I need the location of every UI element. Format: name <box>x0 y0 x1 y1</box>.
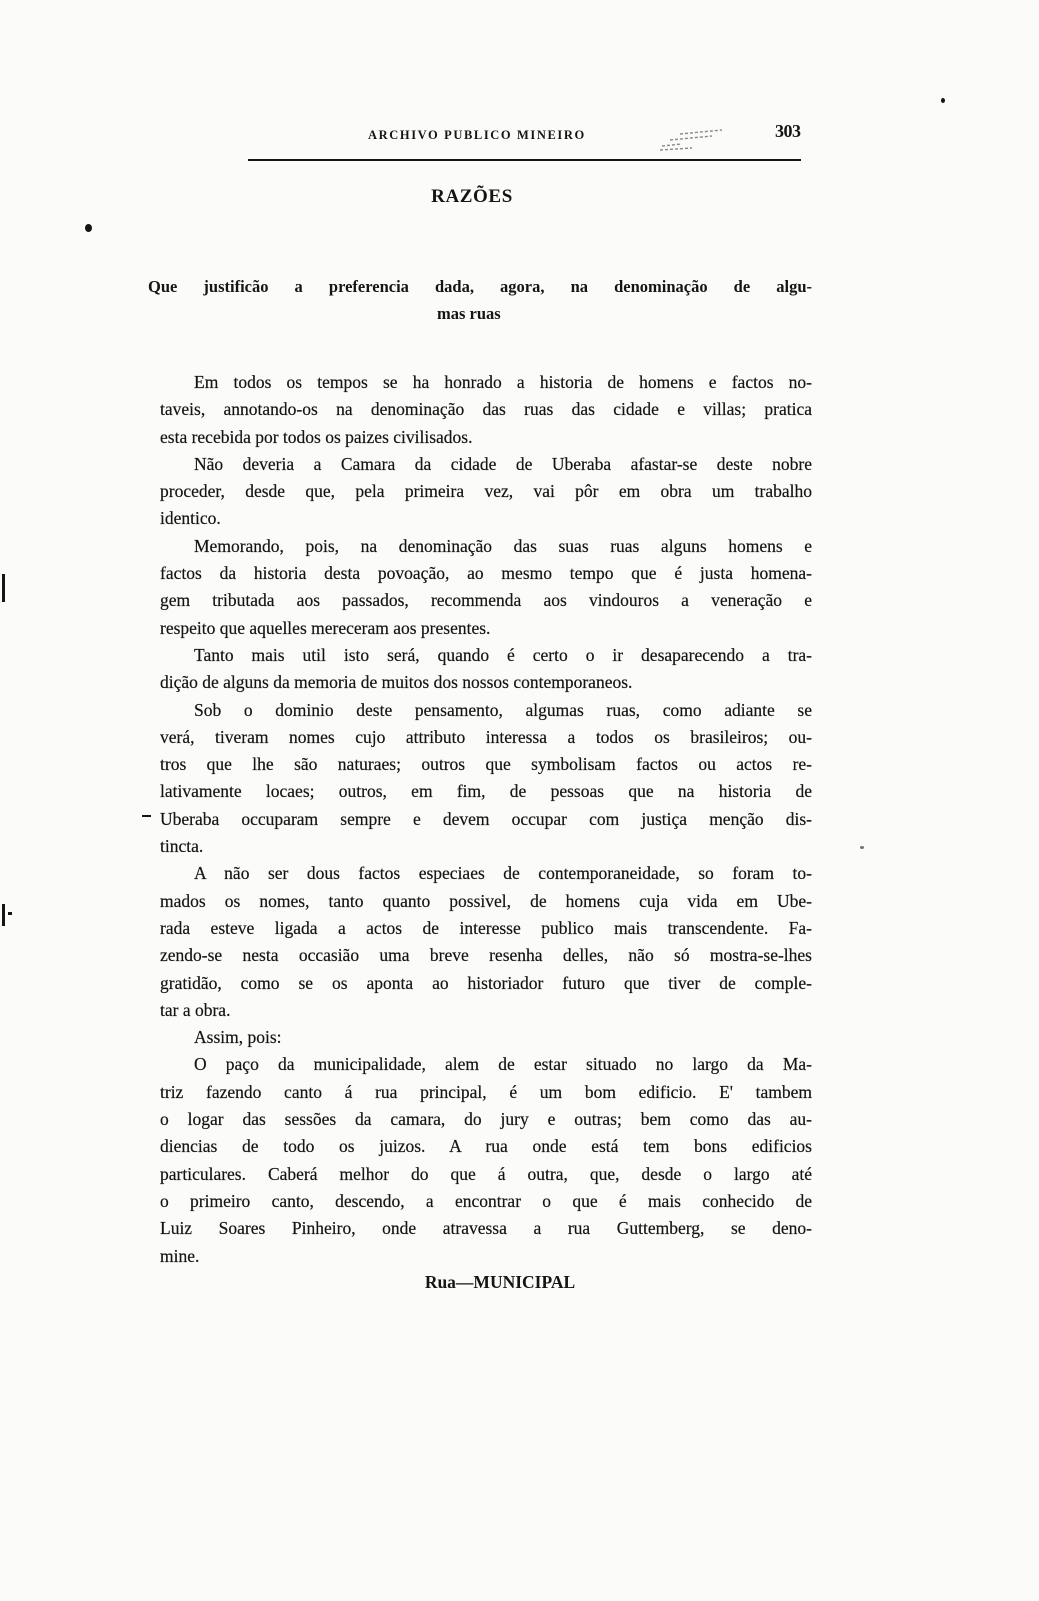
body-line: tincta. <box>160 836 204 857</box>
body-line: particulares. Caberá melhor do que á outra, que, desde o largo até <box>160 1163 812 1184</box>
page-number: 303 <box>775 121 801 141</box>
ink-smudge <box>652 124 728 154</box>
body-line: o logar das sessões da camara, do jury e outras; bem como das au- <box>160 1109 812 1130</box>
body-line: esta recebida por todos os paizes civilisados. <box>160 426 473 447</box>
header-rule <box>248 159 801 161</box>
body-text <box>160 369 812 1270</box>
paragraph <box>160 1024 812 1051</box>
body-line: tros que lhe são naturaes; outros que symbolisam factos ou actos re- <box>160 754 812 775</box>
body-line: mados os nomes, tanto quanto possivel, de homens cuja vida em Ube- <box>160 890 812 911</box>
body-line: gem tributada aos passados, recommenda aos vindouros a veneração e <box>160 590 812 611</box>
body-line: verá, tiveram nomes cujo attributo interessa a todos os brasileiros; ou- <box>160 726 812 747</box>
scan-dot <box>941 98 945 103</box>
paragraph <box>160 697 812 861</box>
body-line: triz fazendo canto á rua principal, é um bom edificio. E' tambem <box>160 1081 812 1102</box>
body-line: Não deveria a Camara da cidade de Uberaba afastar-se deste nobre <box>194 453 812 474</box>
section-title: RAZÕES <box>431 186 513 207</box>
body-line: gratidão, como se os aponta ao historiador futuro que tiver de comple- <box>160 972 812 993</box>
subtitle-line: Que justificão a preferencia dada, agora, na denominação de algu- <box>148 277 812 296</box>
body-line: A não ser dous factos especiaes de contemporaneidade, so foram to- <box>194 863 812 884</box>
paragraph <box>160 1051 812 1269</box>
body-line: mine. <box>160 1245 200 1266</box>
body-line: Sob o dominio deste pensamento, algumas ruas, como adiante se <box>194 699 812 720</box>
body-line: O paço da municipalidade, alem de estar situado no largo da Ma- <box>194 1054 812 1075</box>
running-head-title: ARCHIVO PUBLICO MINEIRO <box>368 128 586 142</box>
body-line: proceder, desde que, pela primeira vez, vai pôr em obra um trabalho <box>160 481 812 502</box>
body-line: Assim, pois: <box>194 1027 282 1048</box>
body-line: lativamente locaes; outros, em fim, de pessoas que na historia de <box>160 781 812 802</box>
body-line: taveis, annotando-os na denominação das ruas das cidade e villas; pratica <box>160 399 812 420</box>
body-line: dição de alguns da memoria de muitos dos nossos contemporaneos. <box>160 672 633 693</box>
scan-edge-mark <box>2 574 5 602</box>
body-line: identico. <box>160 508 221 529</box>
body-line: tar a obra. <box>160 999 231 1020</box>
subtitle-line: mas ruas <box>437 304 501 323</box>
body-line: Em todos os tempos se ha honrado a historia de homens e factos no- <box>194 372 812 392</box>
paragraph <box>160 642 812 697</box>
body-line: zendo-se nesta occasião uma breve resenha delles, não só mostra-se-lhes <box>160 945 812 966</box>
body-line: o primeiro canto, descendo, a encontrar o que é mais conhecido de <box>160 1190 812 1211</box>
paragraph <box>160 451 812 533</box>
scan-edge-mark <box>8 912 12 915</box>
body-line: diencias de todo os juizos. A rua onde está tem bons edificios <box>160 1136 812 1157</box>
body-line: Tanto mais util isto será, quando é certo o ir desaparecendo a tra- <box>194 644 812 665</box>
scan-dot <box>860 846 864 849</box>
margin-dash <box>142 815 151 817</box>
body-line: factos da historia desta povoação, ao mesmo tempo que é justa homena- <box>160 563 812 584</box>
section-subtitle <box>148 273 812 327</box>
body-line: Luiz Soares Pinheiro, onde atravessa a rua Guttemberg, se deno- <box>160 1218 812 1239</box>
street-name-heading: Rua—MUNICIPAL <box>424 1272 576 1292</box>
body-line: respeito que aquelles mereceram aos presentes. <box>160 617 491 638</box>
paragraph <box>160 369 812 451</box>
body-line: Memorando, pois, na denominação das suas ruas alguns homens e <box>194 535 812 556</box>
scan-edge-mark <box>2 904 5 926</box>
body-line: rada esteve ligada a actos de interesse publico mais transcendente. Fa- <box>160 917 812 938</box>
paragraph <box>160 860 812 1024</box>
scan-dot <box>85 224 92 232</box>
body-line: Uberaba occuparam sempre e devem occupar com justiça menção dis- <box>160 808 812 829</box>
paragraph <box>160 533 812 642</box>
